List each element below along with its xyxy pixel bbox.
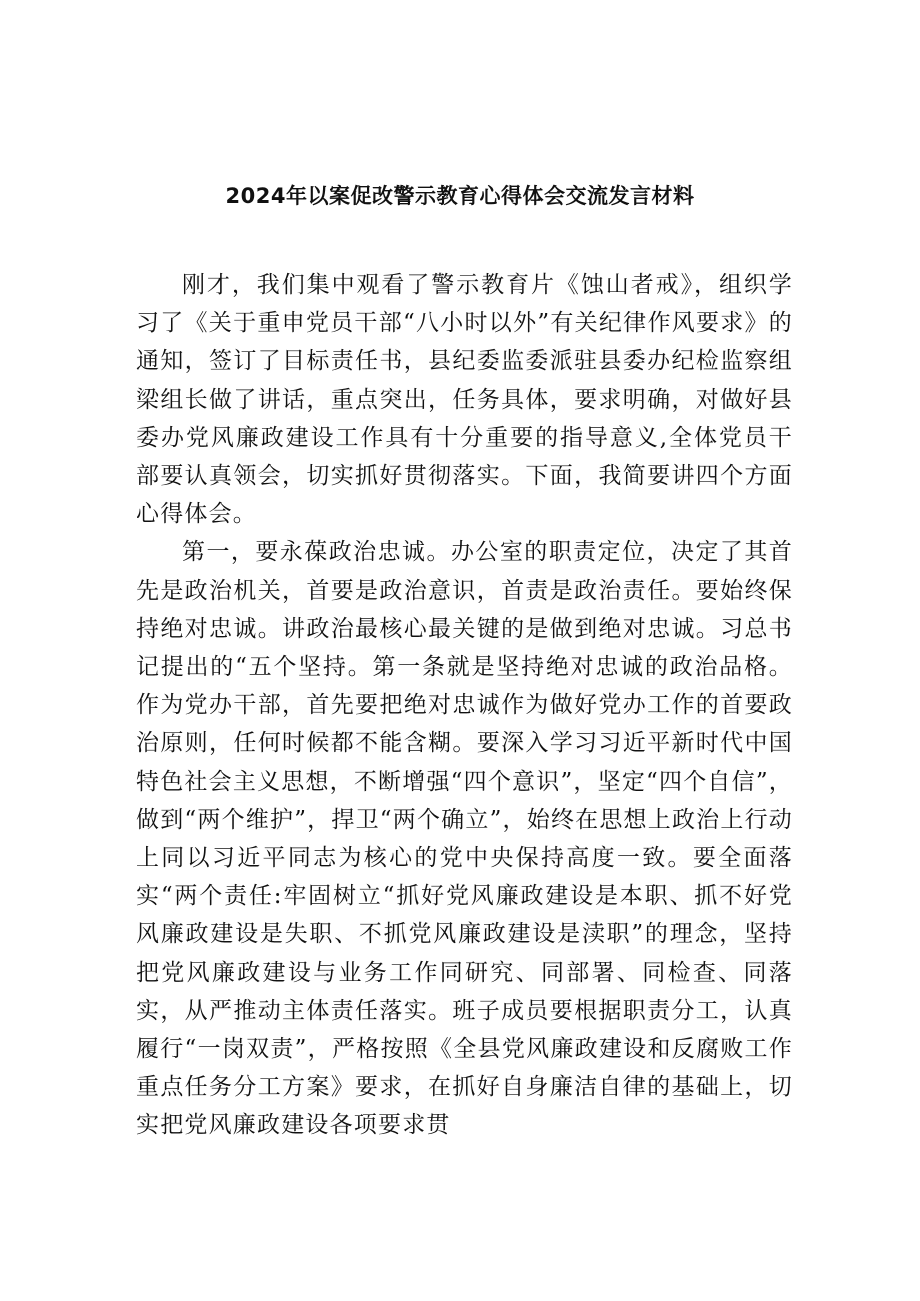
paragraph-intro: 刚才，我们集中观看了警示教育片《蚀山者戒》，组织学习了《关于重申党员干部“八小时以外”有关纪律作风要求》的通知，签订了目标责任书，县纪委监委派驻县委办纪检监察组梁组长做了讲话，重点突出，任务具体，要求明确，对做好县委办党风廉政建设工作具有十分重要的指导意义,全体党员干部要认真领会，切实抓好贯彻落实。下面，我简要讲四个方面心得体会。 (136, 272, 793, 528)
document-body (136, 266, 793, 1145)
document-title: 2024年以案促改警示教育心得体会交流发言材料 (225, 184, 695, 208)
paragraph-first-point: 第一，要永葆政治忠诚。办公室的职责定位，决定了其首先是政治机关，首要是政治意识，首责是政治责任。要始终保持绝对忠诚。讲政治最核心最关键的是做到绝对忠诚。习总书记提出的“五个坚持。第一条就是坚持绝对忠诚的政治品格。作为党办干部，首先要把绝对忠诚作为做好党办工作的首要政治原则，任何时候都不能含糊。要深入学习习近平新时代中国特色社会主义思想，不断增强“四个意识”，坚定“四个自信”，做到“两个维护”，捍卫“两个确立”，始终在思想上政治上行动上同以习近平同志为核心的党中央保持高度一致。要全面落实“两个责任:牢固树立“抓好党风廉政建设是本职、抓不好党风廉政建设是失职、不抓党风廉政建设是渎职”的理念，坚持把党风廉政建设与业务工作同研究、同部署、同检查、同落实，从严推动主体责任落实。班子成员要根据职责分工，认真履行“一岗双责”，严格按照《全县党风廉政建设和反腐败工作重点任务分工方案》要求，在抓好自身廉洁自律的基础上，切实把党风廉政建设各项要求贯 (136, 539, 793, 1139)
